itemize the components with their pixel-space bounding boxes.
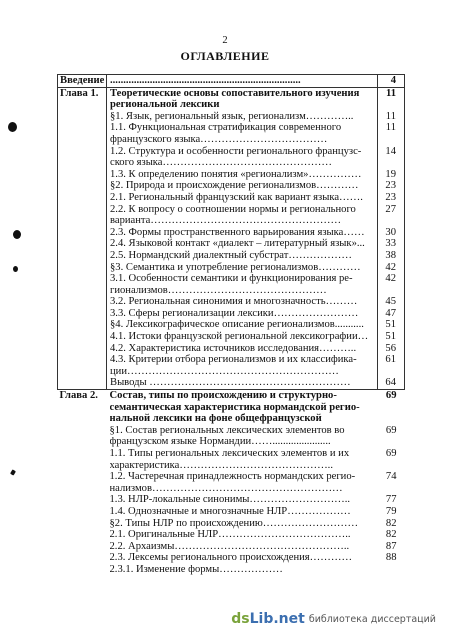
toc-title-line: Выводы ………………………………………………… — [110, 377, 351, 389]
toc-entry — [58, 354, 405, 377]
toc-chapter-label — [58, 343, 107, 355]
toc-title-line: Теоретические основы сопоставительного изучения — [110, 87, 360, 99]
toc-chapter-label — [58, 111, 107, 123]
toc-entry — [58, 87, 405, 111]
toc-chapter-label — [58, 319, 107, 331]
toc-page-number: 87 — [385, 540, 397, 552]
toc-entry — [58, 331, 405, 343]
toc-title-line: 2.1. Региональный французский как вариант языка……. — [110, 191, 363, 203]
toc-entry — [58, 390, 405, 425]
toc-title-line: ........................................................................ — [110, 75, 301, 86]
toc-page-number: 61 — [378, 354, 405, 377]
toc-chapter-label — [58, 204, 107, 227]
toc-page-number: 19 — [378, 169, 405, 181]
toc-page-number: 82 — [385, 529, 397, 541]
toc-page-number — [378, 564, 405, 576]
toc-page-number: 14 — [378, 146, 405, 169]
toc-entry-title — [107, 308, 378, 320]
toc-title-line: §3. Семантика и употребление регионализмов………… — [110, 261, 361, 273]
toc-title-line: §2. Типы НЛР по происхождению……………………… — [109, 517, 359, 529]
toc-chapter-label — [58, 377, 107, 389]
toc-title-line: 1.2. Структура и особенности регионального французс- — [110, 145, 362, 157]
toc-title-line: 4.1. Истоки французской региональной лексикографии… — [110, 331, 369, 343]
toc-page-number: 11 — [378, 87, 405, 111]
toc-entry — [58, 377, 405, 389]
toc-page-number: 23 — [378, 180, 405, 192]
watermark — [231, 611, 436, 627]
toc-entry-title — [107, 390, 378, 425]
table-of-contents — [57, 74, 405, 576]
toc-page-number: 79 — [385, 505, 397, 517]
toc-title-line: 3.3. Сферы регионализации лексики…………………… — [110, 307, 359, 319]
toc-entry-title — [107, 564, 378, 576]
toc-chapter-label — [58, 146, 107, 169]
toc-chapter-label — [58, 448, 107, 471]
toc-title-line: 2.2. Архаизмы………………………………………….. — [109, 540, 350, 552]
toc-title-line: семантическая характеристика нормандской регио- — [109, 401, 360, 413]
toc-entry-title — [107, 354, 378, 377]
toc-entry-title — [107, 471, 378, 494]
toc-entry-title — [107, 494, 378, 506]
toc-entry-title — [107, 506, 378, 518]
toc-title-line: нализмов……………………………………………… — [109, 482, 343, 494]
toc-chapter-label — [58, 296, 107, 308]
toc-entry-title — [107, 518, 378, 530]
toc-title-line: 1.1. Функциональная стратификация современного — [110, 122, 342, 134]
toc-chapter-label: Глава 2. — [59, 390, 98, 402]
toc-entry — [58, 262, 405, 274]
toc-title-line: гионализмов……………………………………… — [110, 284, 327, 296]
toc-title-line: §2. Природа и происхождение регионализмов………… — [110, 180, 359, 192]
toc-title-line: 2.2. К вопросу о соотношении нормы и регионального — [110, 203, 356, 215]
toc-entry-title — [107, 552, 378, 564]
toc-page-number: 82 — [385, 517, 397, 529]
toc-page-number: 42 — [378, 262, 405, 274]
toc-page-number: 64 — [378, 377, 405, 389]
toc-title-line: 3.1. Особенности семантики и функционирования ре- — [110, 273, 353, 285]
toc-entry-title — [107, 377, 378, 389]
toc-title-line: 1.3. НЛР-локальные синонимы……………………….. — [109, 494, 351, 506]
toc-chapter-label — [58, 541, 107, 553]
toc-title-line: §4. Лексикографическое описание регионализмов........... — [110, 319, 364, 331]
toc-page-number: 11 — [378, 111, 405, 123]
toc-title-line: характеристика…………………………………….. — [109, 459, 333, 471]
toc-entry — [58, 518, 405, 530]
toc-entry — [58, 273, 405, 296]
page-number: 2 — [222, 35, 228, 46]
toc-entry — [58, 238, 405, 250]
toc-entry — [58, 541, 405, 553]
toc-chapter-label — [58, 308, 107, 320]
toc-entry — [58, 564, 405, 576]
toc-page-number: 45 — [378, 296, 405, 308]
toc-title-line: ского языка………………………………………… — [110, 157, 332, 169]
toc-chapter-label — [58, 425, 107, 448]
toc-entry — [58, 122, 405, 145]
toc-chapter-label — [58, 529, 107, 541]
toc-title-line: 1.3. К определению понятия «регионализм»…………… — [110, 168, 362, 180]
toc-page-number: 11 — [378, 122, 405, 145]
toc-title-line: §1. Состав региональных лексических элементов во — [109, 424, 345, 436]
toc-page-number: 88 — [385, 552, 397, 564]
toc-entry — [58, 192, 405, 204]
toc-entry-title — [107, 529, 378, 541]
toc-entry — [58, 471, 405, 494]
toc-title-line: 2.3. Лексемы регионального происхождения………… — [109, 552, 353, 564]
toc-chapter-label — [58, 564, 107, 576]
toc-page-number: 4 — [378, 75, 405, 88]
watermark-logo: dsLib.net — [231, 611, 305, 627]
toc-entry-title — [107, 192, 378, 204]
toc-page-number: 42 — [378, 273, 405, 296]
toc-entry-title — [107, 425, 378, 448]
toc-chapter-label — [58, 180, 107, 192]
toc-entry-title — [107, 250, 378, 262]
toc-entry — [58, 146, 405, 169]
toc-page-number: 69 — [385, 390, 397, 402]
toc-entry-title — [107, 343, 378, 355]
toc-entry — [58, 448, 405, 471]
toc-page-number: 51 — [378, 331, 405, 343]
toc-page-number: 33 — [378, 238, 405, 250]
toc-entry-title — [107, 180, 378, 192]
toc-entry-title — [107, 122, 378, 145]
toc-page-number: 77 — [385, 494, 397, 506]
toc-chapter-label — [58, 262, 107, 274]
toc-entry — [58, 552, 405, 564]
toc-entry-title — [107, 111, 378, 123]
ink-spot — [13, 266, 18, 272]
toc-entry-title — [107, 331, 378, 343]
toc-entry-title — [107, 273, 378, 296]
toc-entry — [58, 529, 405, 541]
toc-entry — [58, 308, 405, 320]
toc-entry — [58, 506, 405, 518]
toc-title-line: 1.4. Однозначные и многозначные НЛР……………… — [109, 505, 351, 517]
toc-entry-title — [107, 169, 378, 181]
toc-title-line: 2.1. Оригинальные НЛР……………………………….. — [109, 529, 351, 541]
toc-chapter-label — [58, 471, 107, 494]
toc-chapter-label — [58, 122, 107, 145]
toc-chapter-label — [58, 331, 107, 343]
toc-page-number: 27 — [378, 204, 405, 227]
toc-title-line: варианта……………………………………………… — [110, 215, 342, 227]
toc-title: ОГЛАВЛЕНИЕ — [180, 49, 270, 63]
toc-title-line: ции…………………………………………………… — [110, 365, 339, 377]
toc-title-line: 4.3. Критерии отбора регионализмов и их классифика- — [110, 354, 357, 366]
toc-title-line: Состав, типы по происхождению и структурно- — [109, 390, 337, 402]
toc-page-number: 51 — [378, 319, 405, 331]
toc-entry — [58, 75, 405, 88]
toc-page-number: 47 — [378, 308, 405, 320]
toc-entry — [58, 296, 405, 308]
toc-entry — [58, 227, 405, 239]
toc-title-line: французском языке Нормандии……...................... — [109, 436, 331, 448]
toc-entry-title — [107, 87, 378, 111]
ink-spot — [13, 230, 21, 239]
toc-title-line: 2.3. Формы пространственного варьирования языка…… — [110, 226, 365, 238]
toc-page-number: 69 — [385, 448, 397, 459]
toc-chapter-label — [58, 518, 107, 530]
toc-title-line: 3.2. Региональная синонимия и многозначность……… — [110, 296, 358, 308]
toc-chapter-label — [58, 227, 107, 239]
toc-entry-title — [107, 227, 378, 239]
toc-title-line: 2.4. Языковой контакт «диалект – литературный язык»... — [110, 238, 365, 250]
toc-entry — [58, 180, 405, 192]
toc-title-line: 2.5. Нормандский диалектный субстрат……………… — [110, 249, 352, 261]
toc-entry-title — [107, 75, 378, 88]
toc-chapter-label — [58, 238, 107, 250]
toc-chapter-label — [58, 354, 107, 377]
toc-chapter-label — [58, 273, 107, 296]
toc-entry — [58, 250, 405, 262]
watermark-text: библиотека диссертаций — [308, 613, 436, 625]
toc-entry — [58, 425, 405, 448]
toc-entry-title — [107, 146, 378, 169]
toc-entry-title — [107, 204, 378, 227]
toc-title-line: региональной лексики — [110, 99, 220, 111]
toc-chapter-label — [58, 552, 107, 564]
toc-entry-title — [107, 296, 378, 308]
toc-title-line: нальной лексики на фоне общефранцузской — [109, 413, 322, 425]
toc-entry-title — [107, 319, 378, 331]
toc-title-line: французского языка……………………………… — [110, 133, 328, 145]
ink-spot — [8, 122, 17, 132]
toc-chapter-label — [58, 250, 107, 262]
toc-chapter-label — [58, 506, 107, 518]
toc-entry — [58, 169, 405, 181]
toc-chapter-label: Глава 1. — [58, 87, 107, 111]
toc-entry — [58, 343, 405, 355]
toc-title-line: 1.2. Частеречная принадлежность нормандских регио- — [109, 471, 356, 483]
toc-entry-title — [107, 262, 378, 274]
toc-title-line: 4.2. Характеристика источников исследования……….. — [110, 342, 357, 354]
toc-entry-title — [107, 541, 378, 553]
toc-chapter-label: Введение — [58, 75, 107, 88]
toc-entry-title — [107, 238, 378, 250]
toc-chapter-label — [58, 494, 107, 506]
toc-entry — [58, 111, 405, 123]
ink-spot — [10, 469, 16, 475]
toc-title-line: 1.1. Типы региональных лексических элементов и их — [109, 448, 350, 459]
toc-entry-title — [107, 448, 378, 471]
toc-entry — [58, 319, 405, 331]
toc-title-line: §1. Язык, региональный язык, регионализм………….. — [110, 110, 354, 122]
toc-entry — [58, 494, 405, 506]
toc-title-line: 2.3.1. Изменение формы……………… — [109, 563, 283, 575]
toc-chapter-label — [58, 169, 107, 181]
toc-page-number: 23 — [378, 192, 405, 204]
toc-entry — [58, 204, 405, 227]
toc-page-number: 56 — [378, 343, 405, 355]
toc-page-number: 30 — [378, 227, 405, 239]
toc-page-number: 38 — [378, 250, 405, 262]
toc-page-number: 69 — [385, 424, 397, 436]
toc-chapter-label — [58, 192, 107, 204]
toc-page-number: 74 — [385, 471, 397, 483]
